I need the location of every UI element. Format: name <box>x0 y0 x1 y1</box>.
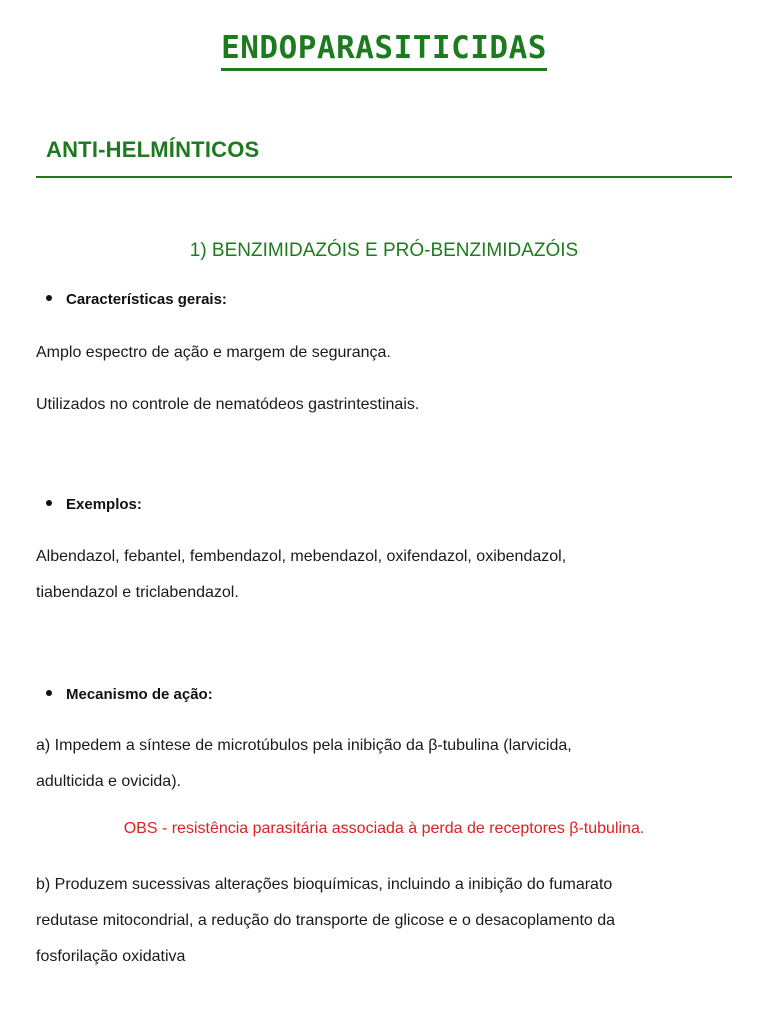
paragraph-caracteristicas-2: Utilizados no controle de nematódeos gastrintestinais. <box>36 396 420 413</box>
bullet-label: Exemplos: <box>66 496 142 513</box>
bullet-label: Mecanismo de ação: <box>66 686 213 703</box>
paragraph-mecanismo-a-1: a) Impedem a síntese de microtúbulos pela inibição da β-tubulina (larvicida, <box>36 737 572 754</box>
bullet-exemplos <box>46 496 142 513</box>
paragraph-mecanismo-a-2: adulticida e ovicida). <box>36 773 181 790</box>
bullet-caracteristicas <box>46 291 227 308</box>
document-title <box>0 30 768 66</box>
obs-note: OBS - resistência parasitária associada à perda de receptores β-tubulina. <box>123 820 645 837</box>
subsection-heading: 1) BENZIMIDAZÓIS E PRÓ-BENZIMIDAZÓIS <box>189 240 579 261</box>
bullet-dot-icon <box>46 690 52 696</box>
bullet-dot-icon <box>46 500 52 506</box>
paragraph-exemplos-1: Albendazol, febantel, fembendazol, mebendazol, oxifendazol, oxibendazol, <box>36 548 567 565</box>
section-heading: ANTI-HELMÍNTICOS <box>46 137 260 162</box>
paragraph-exemplos-2: tiabendazol e triclabendazol. <box>36 584 239 601</box>
paragraph-mecanismo-b-1: b) Produzem sucessivas alterações bioquímicas, incluindo a inibição do fumarato <box>36 876 613 893</box>
paragraph-caracteristicas-1: Amplo espectro de ação e margem de segurança. <box>36 344 391 361</box>
paragraph-mecanismo-b-2: redutase mitocondrial, a redução do transporte de glicose e o desacoplamento da <box>36 912 616 929</box>
bullet-label: Características gerais: <box>66 291 227 308</box>
paragraph-mecanismo-b-3: fosforilação oxidativa <box>36 948 186 965</box>
bullet-mecanismo <box>46 686 213 703</box>
section-divider <box>36 176 732 178</box>
document-title-text: ENDOPARASITICIDAS <box>221 30 547 71</box>
bullet-dot-icon <box>46 295 52 301</box>
